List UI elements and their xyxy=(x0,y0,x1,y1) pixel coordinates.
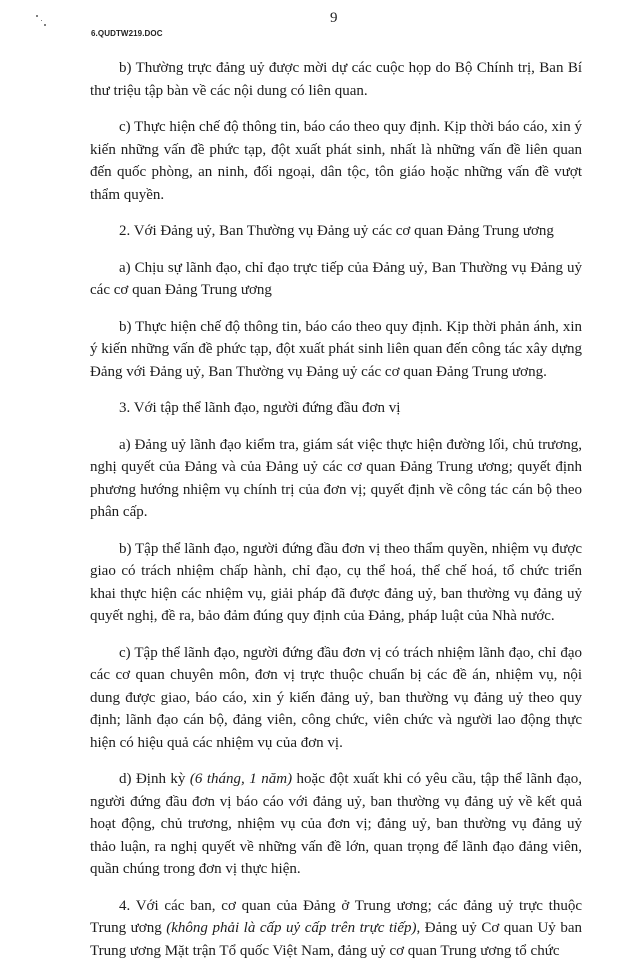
paragraph-2a: a) Chịu sự lãnh đạo, chỉ đạo trực tiếp của Đảng uỷ, Ban Thường vụ Đảng uỷ các cơ quan Đảng Trung ương xyxy=(90,259,582,298)
paragraph-3d-lead: d) Định kỳ xyxy=(119,771,190,787)
document-file-name: 6.QUDTW219.DOC xyxy=(91,29,163,38)
paragraph-3c: c) Tập thể lãnh đạo, người đứng đầu đơn vị có trách nhiệm lãnh đạo, chỉ đạo các cơ quan chuyên môn, đơn vị trực thuộc chuẩn bị các đề án, nhiệm vụ, nội dung được giao, báo cáo, xin ý kiến đảng uỷ, ban thường vụ đảng uỷ theo quy định; lãnh đạo cán bộ, đảng viên, công chức, viên chức và người lao động thực hiện có hiệu quả các nhiệm vụ của đơn vị. xyxy=(90,644,582,751)
paragraph-1b: b) Thường trực đảng uỷ được mời dự các cuộc họp do Bộ Chính trị, Ban Bí thư triệu tập bàn về các nội dung có liên quan. xyxy=(90,60,582,99)
section-heading-4 xyxy=(90,895,582,963)
paragraph-1c: c) Thực hiện chế độ thông tin, báo cáo theo quy định. Kịp thời báo cáo, xin ý kiến những vấn đề phức tạp, đột xuất phát sinh, nhất là những vấn đề liên quan đến quốc phòng, an ninh, đối ngoại, dân tộc, tôn giáo hoặc những vấn đề vượt thẩm quyền. xyxy=(90,119,582,203)
paragraph-3b: b) Tập thể lãnh đạo, người đứng đầu đơn vị theo thẩm quyền, nhiệm vụ được giao có trách nhiệm chấp hành, chỉ đạo, cụ thể hoá, thể chế hoá, tổ chức triển khai thực hiện các nhiệm vụ, giải pháp đã được đảng uỷ, ban thường vụ đảng uỷ quyết nghị, đề ra, bảo đảm đúng quy định của Đảng, pháp luật của Nhà nước. xyxy=(90,540,582,624)
page-number: 9 xyxy=(330,10,338,26)
section-4-rest: , Đảng uỷ Cơ quan Uỷ ban Trung ương Mặt trận Tổ quốc Việt Nam, đảng uỷ cơ quan Trung ương tổ chức xyxy=(90,920,582,959)
paragraph-3d xyxy=(90,768,582,881)
section-heading-3: 3. Với tập thể lãnh đạo, người đứng đầu đơn vị xyxy=(119,400,401,416)
scan-speck xyxy=(41,20,42,21)
section-heading-2: 2. Với Đảng uỷ, Ban Thường vụ Đảng uỷ các cơ quan Đảng Trung ương xyxy=(119,223,554,239)
paragraph-3d-italic: (6 tháng, 1 năm) xyxy=(189,771,293,787)
section-4-italic: (không phải là cấp uỷ cấp trên trực tiếp) xyxy=(166,920,417,936)
section-4-lead: 4. Với các ban, cơ quan của Đảng ở Trung ương; các đảng uỷ trực thuộc Trung ương xyxy=(90,897,582,936)
scan-speck xyxy=(44,24,46,26)
scan-speck xyxy=(36,15,38,17)
paragraph-2b: b) Thực hiện chế độ thông tin, báo cáo theo quy định. Kịp thời phản ánh, xin ý kiến những vấn đề phức tạp, đột xuất phát sinh liên quan đến công tác xây dựng Đảng với Đảng uỷ, Ban Thường vụ Đảng uỷ các cơ quan Đảng Trung ương. xyxy=(90,318,582,380)
document-body xyxy=(90,57,582,976)
paragraph-3a: a) Đảng uỷ lãnh đạo kiểm tra, giám sát việc thực hiện đường lối, chủ trương, nghị quyết của Đảng và của Đảng uỷ các cơ quan Đảng Trung ương; quyết định phương hướng nhiệm vụ chính trị của đơn vị; quyết định về công tác cán bộ theo phân cấp. xyxy=(90,436,582,520)
paragraph-3d-rest: hoặc đột xuất khi có yêu cầu, tập thể lãnh đạo, người đứng đầu đơn vị báo cáo với đảng uỷ, ban thường vụ đảng uỷ về kết quả hoạt động, chủ trương, nhiệm vụ của đơn vị; đảng uỷ, ban thường vụ đảng uỷ thảo luận, ra nghị quyết về những vấn đề lớn, quan trọng để lãnh đạo đảng viên, quần chúng trong đơn vị thực hiện. xyxy=(90,771,582,877)
